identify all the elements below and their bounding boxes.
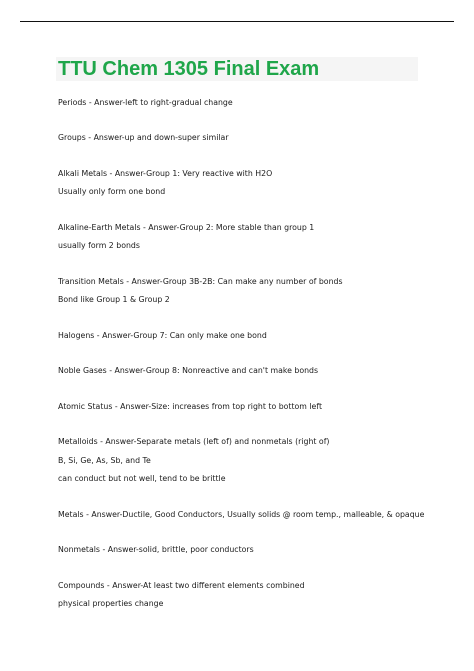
header-rule — [20, 21, 454, 22]
entry-line: Transition Metals - Answer-Group 3B-2B: Can make any number of bonds — [58, 277, 343, 286]
document-title: TTU Chem 1305 Final Exam — [58, 58, 320, 80]
entry-line: Metalloids - Answer-Separate metals (left of) and nonmetals (right of) — [58, 437, 330, 446]
entry-line: Atomic Status - Answer-Size: increases from top right to bottom left — [58, 402, 322, 411]
entry-line: Bond like Group 1 & Group 2 — [58, 295, 170, 304]
entry-line: Periods - Answer-left to right-gradual change — [58, 98, 233, 107]
entry-line: B, Si, Ge, As, Sb, and Te — [58, 456, 151, 465]
entry-line: can conduct but not well, tend to be brittle — [58, 474, 226, 483]
entry-line: usually form 2 bonds — [58, 241, 140, 250]
entry-line: Nonmetals - Answer-solid, brittle, poor conductors — [58, 545, 254, 554]
entry-line: Noble Gases - Answer-Group 8: Nonreactive and can't make bonds — [58, 366, 319, 375]
entry-line: Groups - Answer-up and down-super similar — [58, 133, 229, 142]
entry-line: Metals - Answer-Ductile, Good Conductors, Usually solids @ room temp., malleable, & opaque — [58, 510, 425, 519]
entry-line: Compounds - Answer-At least two different elements combined — [58, 581, 305, 590]
entry-line: physical properties change — [58, 599, 164, 608]
entry-line: Usually only form one bond — [58, 187, 166, 196]
entry-line: Alkali Metals - Answer-Group 1: Very reactive with H2O — [58, 169, 273, 178]
entry-line: Alkaline-Earth Metals - Answer-Group 2: More stable than group 1 — [58, 223, 315, 232]
entry-line: Halogens - Answer-Group 7: Can only make one bond — [58, 331, 267, 340]
